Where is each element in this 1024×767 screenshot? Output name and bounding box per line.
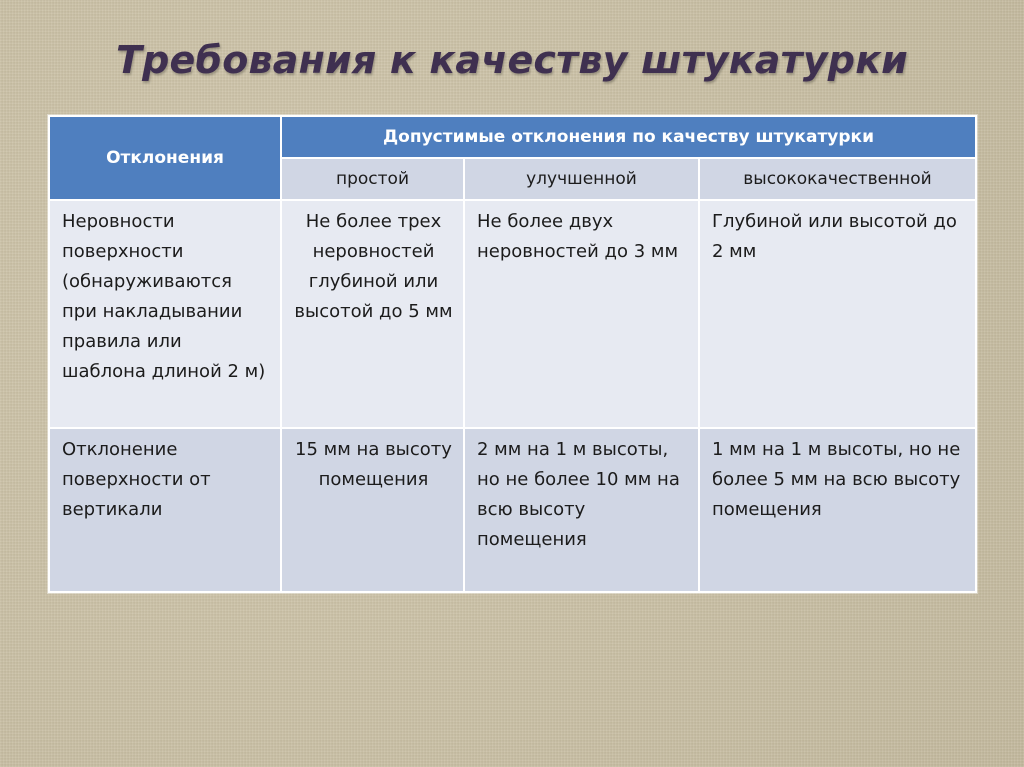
table-row <box>49 200 976 428</box>
table-cell: Глубиной или высотой до 2 мм <box>699 200 976 428</box>
row-label: Неровности поверхности (обнаруживаются при накладывании правила или шаблона длиной 2 м) <box>49 200 281 428</box>
table-cell: 15 мм на высоту помещения <box>281 428 464 592</box>
table-cell: Не более трех неровностей глубиной или высотой до 5 мм <box>281 200 464 428</box>
row-label: Отклонение поверхности от вертикали <box>49 428 281 592</box>
table-cell: Не более двух неровностей до 3 мм <box>464 200 699 428</box>
table-header-row <box>49 116 976 158</box>
subheader-high-quality: высококачественной <box>699 158 976 200</box>
header-allowed-deviations: Допустимые отклонения по качеству штукатурки <box>281 116 976 158</box>
table-cell: 2 мм на 1 м высоты, но не более 10 мм на всю высоту помещения <box>464 428 699 592</box>
subheader-improved: улучшенной <box>464 158 699 200</box>
table-cell: 1 мм на 1 м высоты, но не более 5 мм на всю высоту помещения <box>699 428 976 592</box>
header-deviations: Отклонения <box>49 116 281 200</box>
subheader-simple: простой <box>281 158 464 200</box>
table-row <box>49 428 976 592</box>
slide-title: Требования к качеству штукатурки <box>115 38 909 82</box>
requirements-table <box>48 115 977 593</box>
